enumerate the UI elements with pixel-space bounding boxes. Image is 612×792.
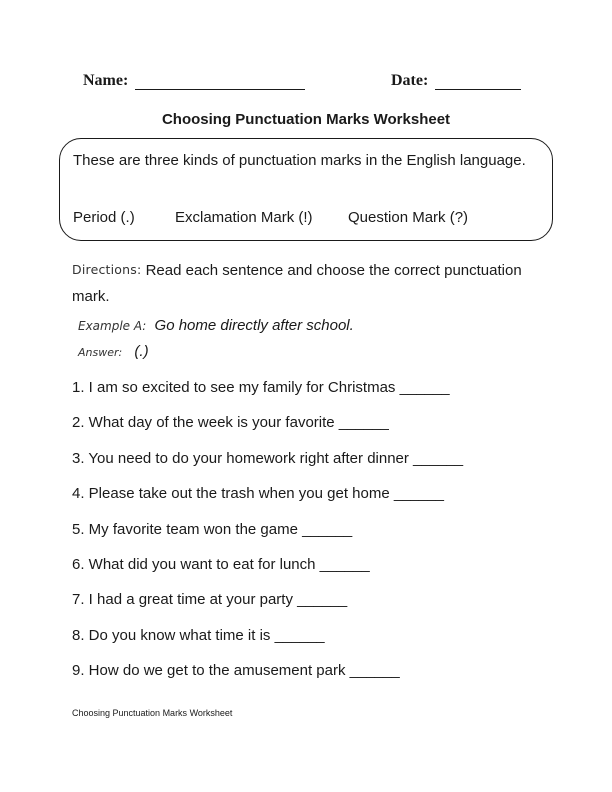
question-item: 2. What day of the week is your favorite ______ [72, 414, 389, 432]
punctuation-info-box [59, 138, 553, 241]
example-text: Go home directly after school. [154, 317, 354, 334]
question-list [72, 376, 542, 695]
answer-label: Answer: [78, 346, 123, 359]
question-item: 5. My favorite team won the game ______ [72, 520, 353, 538]
header-row [0, 70, 612, 96]
directions-text: Read each sentence and choose the correct punctuation mark. [72, 262, 522, 305]
name-label: Name: [83, 72, 129, 89]
worksheet-title: Choosing Punctuation Marks Worksheet [161, 111, 451, 128]
example-label: Example A: [78, 319, 147, 333]
info-box-text: These are three kinds of punctuation marks in the English language. [73, 152, 526, 169]
question-item: 3. You need to do your homework right after dinner ______ [72, 449, 464, 467]
question-item: 8. Do you know what time it is ______ [72, 626, 325, 644]
page-footer: Choosing Punctuation Marks Worksheet [72, 708, 233, 718]
question-item: 7. I had a great time at your party ______ [72, 591, 348, 609]
mark-question: Question Mark (?) [348, 209, 469, 226]
example [78, 317, 354, 334]
date-label: Date: [391, 72, 429, 89]
directions [72, 257, 532, 310]
mark-period: Period (.) [73, 209, 135, 226]
name-blank-line [135, 89, 305, 90]
date-blank-line [435, 89, 521, 90]
question-item: 4. Please take out the trash when you get home ______ [72, 485, 444, 503]
answer [78, 343, 149, 360]
question-item: 1. I am so excited to see my family for Christmas ______ [72, 379, 450, 396]
answer-text: (.) [134, 343, 149, 360]
question-item: 6. What did you want to eat for lunch ______ [72, 555, 370, 573]
mark-exclamation: Exclamation Mark (!) [175, 209, 313, 226]
directions-label: Directions: [72, 262, 142, 277]
question-item: 9. How do we get to the amusement park ______ [72, 662, 400, 680]
